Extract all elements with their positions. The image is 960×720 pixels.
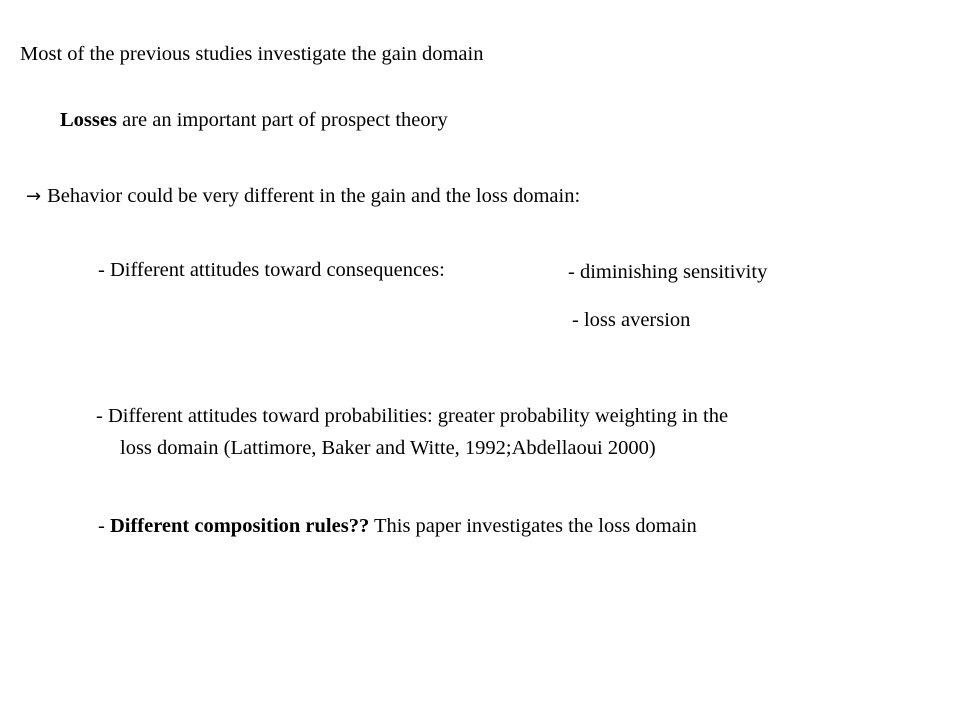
diminishing-sensitivity-item: - diminishing sensitivity	[568, 261, 768, 283]
intro-statement: Most of the previous studies investigate the gain domain	[20, 43, 484, 65]
composition-rules-rest: This paper investigates the loss domain	[369, 515, 697, 537]
behavior-statement	[26, 184, 580, 209]
probabilities-line-2: loss domain (Lattimore, Baker and Witte, 1992;Abdellaoui 2000)	[120, 437, 656, 459]
composition-rules-keyword: Different composition rules??	[109, 515, 370, 537]
behavior-statement-text: Behavior could be very different in the gain and the loss domain:	[47, 185, 581, 207]
losses-keyword: Losses	[60, 109, 117, 131]
probabilities-line-1: - Different attitudes toward probabilities: greater probability weighting in the	[96, 405, 729, 427]
right-arrow-icon: →	[26, 186, 42, 207]
losses-statement	[60, 108, 448, 132]
composition-dash: -	[98, 515, 110, 537]
composition-rules-statement	[98, 514, 697, 538]
losses-statement-rest: are an important part of prospect theory	[116, 109, 448, 131]
consequences-label: - Different attitudes toward consequences:	[98, 259, 445, 281]
loss-aversion-item: - loss aversion	[572, 309, 691, 331]
